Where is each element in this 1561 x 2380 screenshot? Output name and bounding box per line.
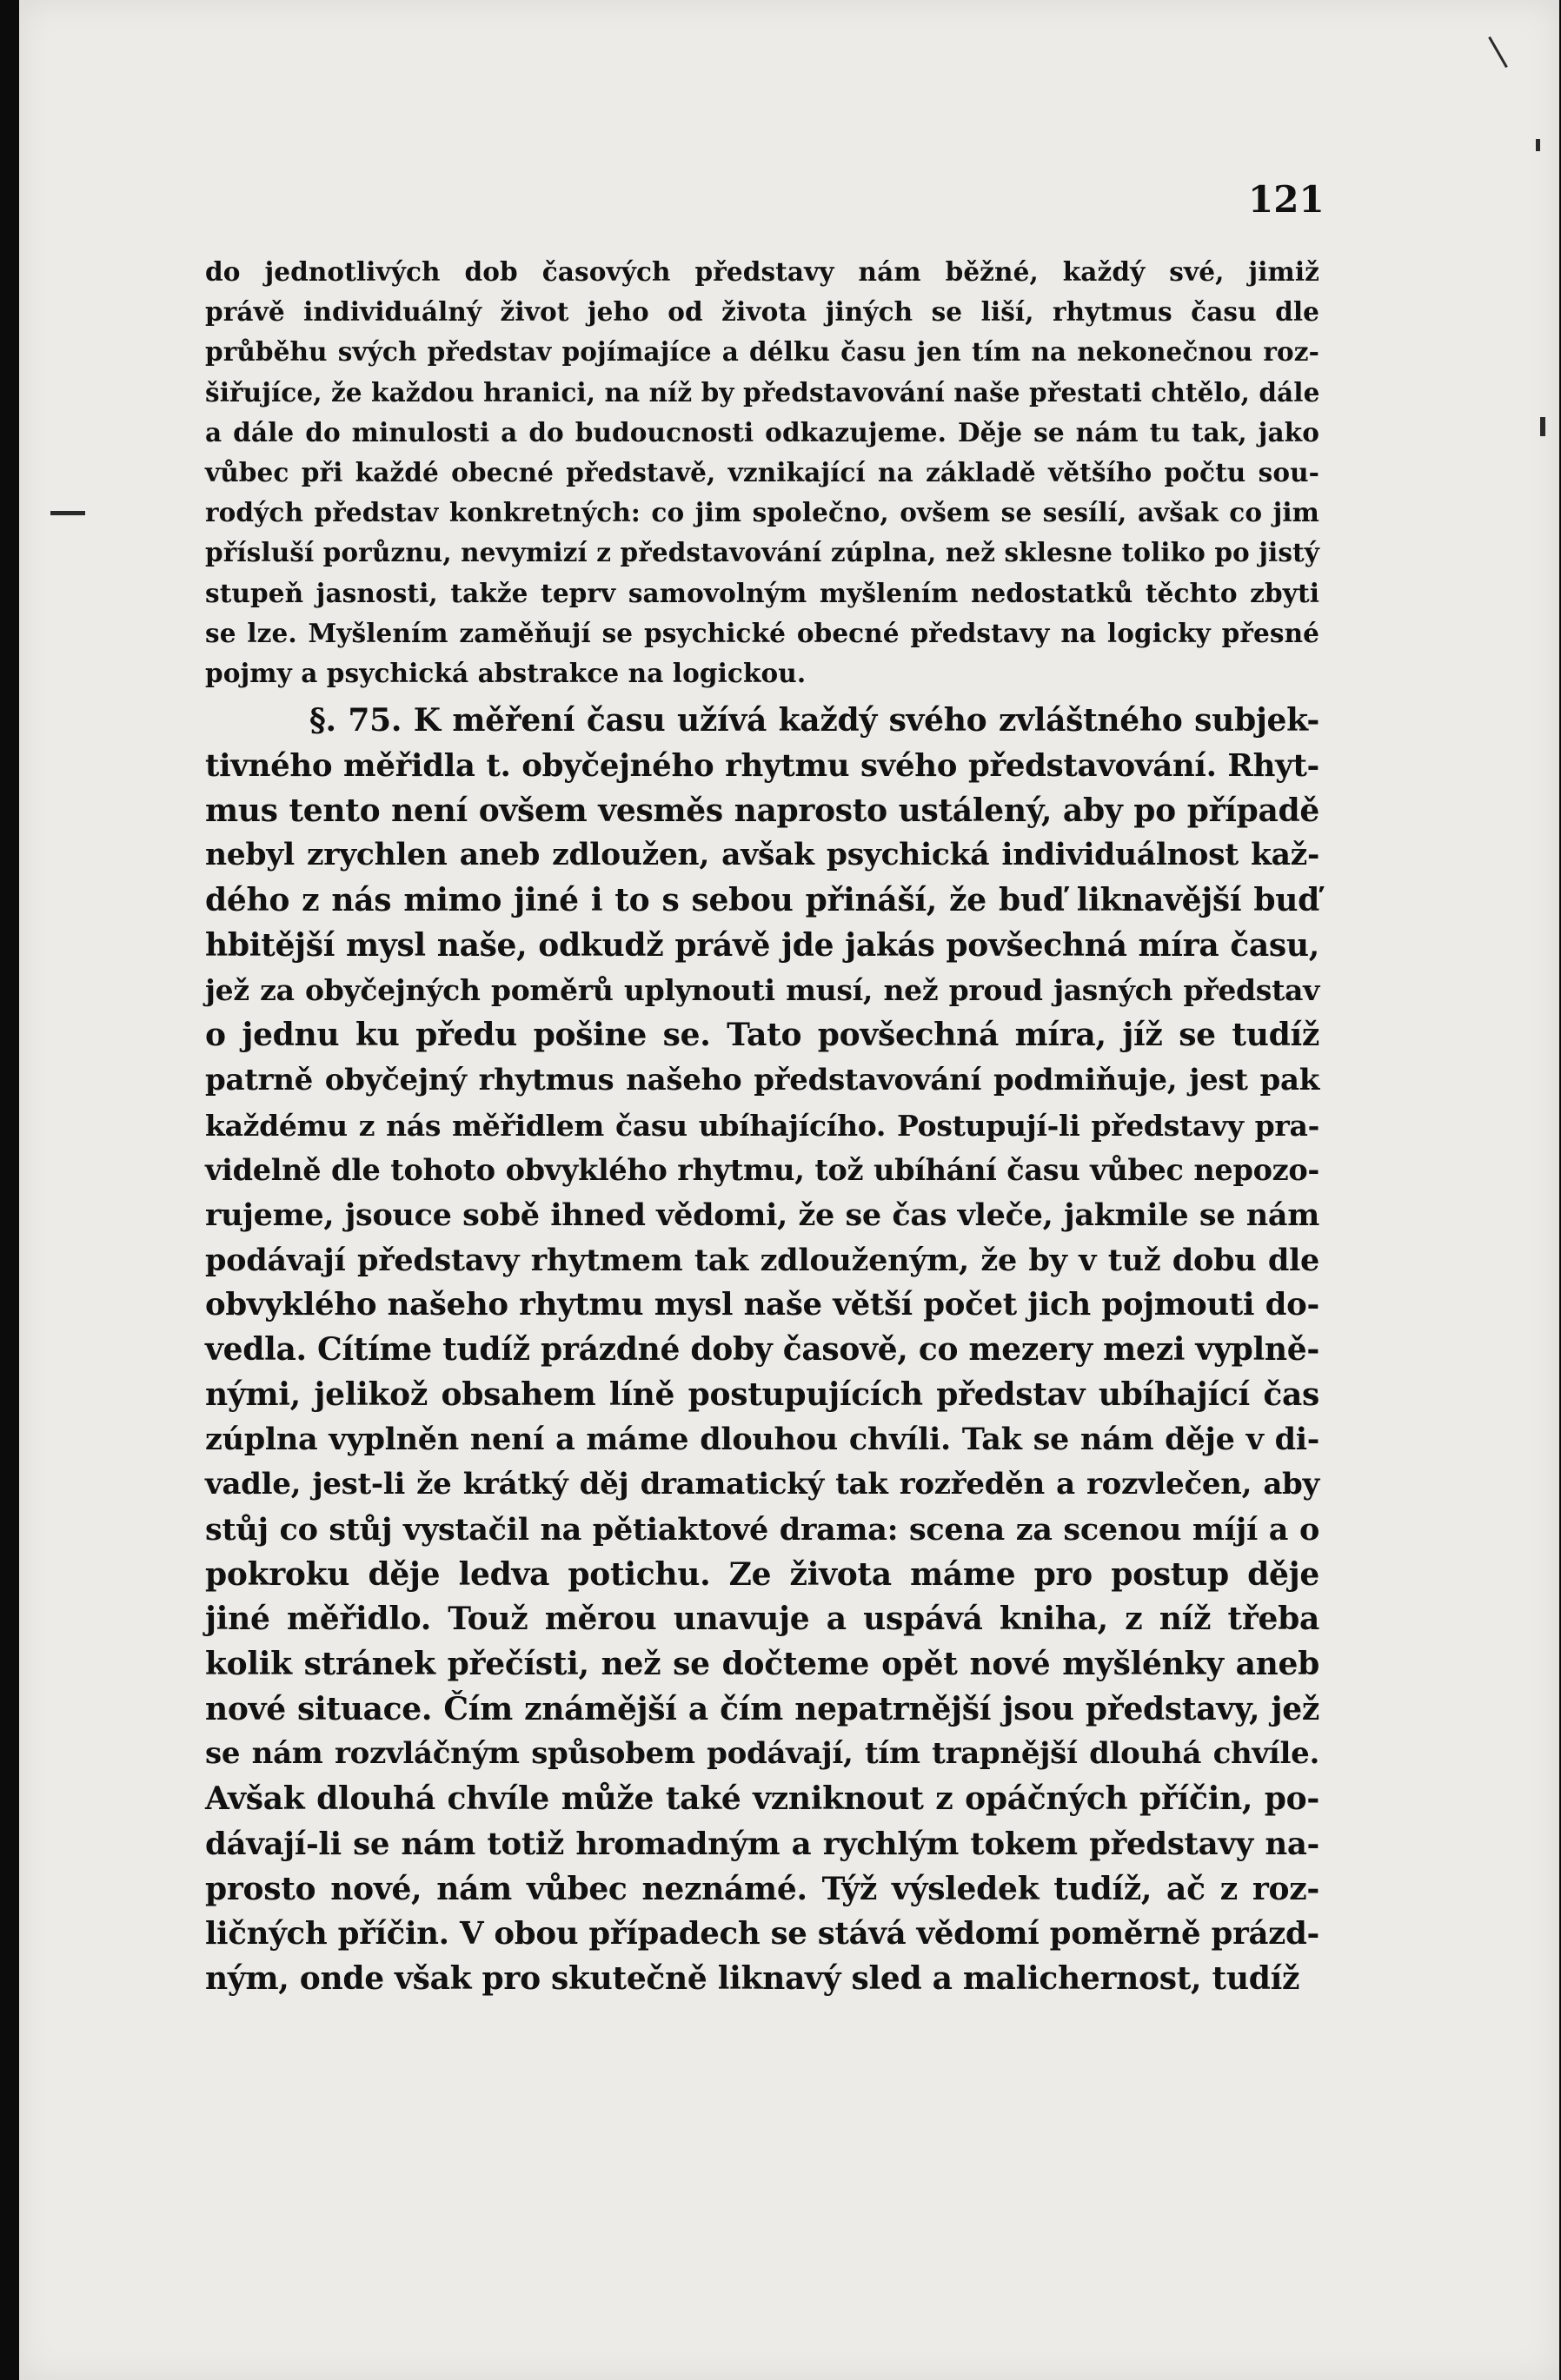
page-number: 121 [1248, 178, 1325, 221]
text-line: patrně obyčejný rhytmus našeho představování podmiňuje, jest pak [205, 1062, 1319, 1097]
text-line: videlně dle tohoto obvyklého rhytmu, tož ubíhání času vůbec nepozo- [205, 1153, 1319, 1188]
text-line: pojmy a psychická abstrakce na logickou. [205, 658, 807, 689]
text-line: se lze. Myšlením zaměňují se psychické obecné představy na logicky přesné [205, 617, 1319, 648]
text-line: obvyklého našeho rhytmu mysl naše větší počet jich pojmouti do- [205, 1287, 1319, 1323]
text-line: tivného měřidla t. obyčejného rhytmu svého představování. Rhyt- [205, 747, 1319, 784]
text-line: stůj co stůj vystačil na pětiaktové drama: scena za scenou míjí a o [205, 1511, 1319, 1548]
text-line: pokroku děje ledva potichu. Ze života máme pro postup děje [205, 1555, 1319, 1593]
text-line: se nám rozvláčným spůsobem podávají, tím trapnější dlouhá chvíle. [205, 1736, 1319, 1772]
paragraph-continued [205, 252, 1319, 693]
text-line: dávají-li se nám totiž hromadným a rychlým tokem představy na- [205, 1826, 1319, 1862]
text-line: stupeň jasnosti, takže teprv samovolným myšlením nedostatků těchto zbyti [205, 577, 1319, 608]
text-line: zúplna vyplněn není a máme dlouhou chvíli. Tak se nám děje v di- [205, 1422, 1319, 1458]
scan-artifact [1540, 417, 1545, 436]
text-line: jiné měřidlo. Touž měrou unavuje a uspává kniha, z níž třeba [205, 1601, 1319, 1638]
text-line: hbitější mysl naše, odkudž právě jde jakás povšechná míra času, [205, 926, 1319, 964]
text-line: jež za obyčejných poměrů uplynouti musí, než proud jasných představ [205, 973, 1319, 1008]
scan-artifact [50, 511, 85, 515]
text-line: podávají představy rhytmem tak zdlouženým, že by v tuž dobu dle [205, 1242, 1319, 1278]
text-line: přísluší porůznu, nevymizí z představování zúplna, než sklesne toliko po jistý [205, 537, 1319, 568]
text-line: prosto nové, nám vůbec neznámé. Týž výsledek tudíž, ač z roz- [205, 1870, 1319, 1907]
scan-artifact [1536, 139, 1540, 151]
text-line: dého z nás mimo jiné i to s sebou přináší, že buď liknavější buď [205, 882, 1319, 919]
text-line: šiřujíce, že každou hranici, na níž by představování naše přestati chtělo, dále [205, 376, 1320, 408]
text-line: mus tento není ovšem vesměs naprosto ustálený, aby po případě [205, 792, 1319, 829]
scan-artifact [1488, 36, 1508, 68]
text-line: nové situace. Čím známější a čím nepatrnější jsou představy, jež [205, 1690, 1319, 1727]
text-line: ným, onde však pro skutečně liknavý sled a malichernost, tudíž [205, 1959, 1300, 1997]
text-line: vadle, jest-li že krátký děj dramatický tak rozředěn a rozvlečen, aby [205, 1467, 1319, 1502]
body-text [205, 252, 1319, 2002]
text-line: každému z nás měřidlem času ubíhajícího. Postupují-li představy pra- [205, 1108, 1319, 1143]
text-line: o jednu ku předu pošine se. Tato povšechná míra, jíž se tudíž [205, 1017, 1319, 1054]
text-line: rujeme, jsouce sobě ihned vědomi, že se čas vleče, jakmile se nám [205, 1197, 1319, 1233]
text-line: a dále do minulosti a do budoucnosti odkazujeme. Děje se nám tu tak, jako [205, 416, 1319, 447]
text-line: do jednotlivých dob časových představy nám běžné, každý své, jimiž [205, 256, 1319, 287]
text-line: vůbec při každé obecné představě, vznikající na základě většího počtu sou- [205, 457, 1319, 488]
text-line: rodých představ konkretných: co jim společno, ovšem se sesílí, avšak co jim [205, 497, 1319, 528]
text-line: nými, jelikož obsahem líně postupujících představ ubíhající čas [205, 1376, 1319, 1413]
text-line: nebyl zrychlen aneb zdloužen, avšak psychická individuálnost kaž- [205, 838, 1319, 873]
text-line: průběhu svých představ pojímajíce a délku času jen tím na nekonečnou roz- [205, 336, 1319, 368]
text-line: Avšak dlouhá chvíle může také vzniknout z opáčných příčin, po- [205, 1780, 1319, 1818]
text-line: kolik stránek přečísti, než se dočteme opět nové myšlénky aneb [205, 1646, 1319, 1682]
section-paragraph [205, 699, 1319, 2001]
section-heading-line: §. 75. K měření času užívá každý svého zvláštného subjek- [309, 702, 1319, 739]
text-line: právě individuálný život jeho od života jiných se liší, rhytmus času dle [205, 296, 1319, 328]
text-line: ličných příčin. V obou případech se stává vědomí poměrně prázd- [205, 1916, 1319, 1952]
text-line: vedla. Cítíme tudíž prázdné doby časově, co mezery mezi vyplně- [205, 1331, 1319, 1369]
